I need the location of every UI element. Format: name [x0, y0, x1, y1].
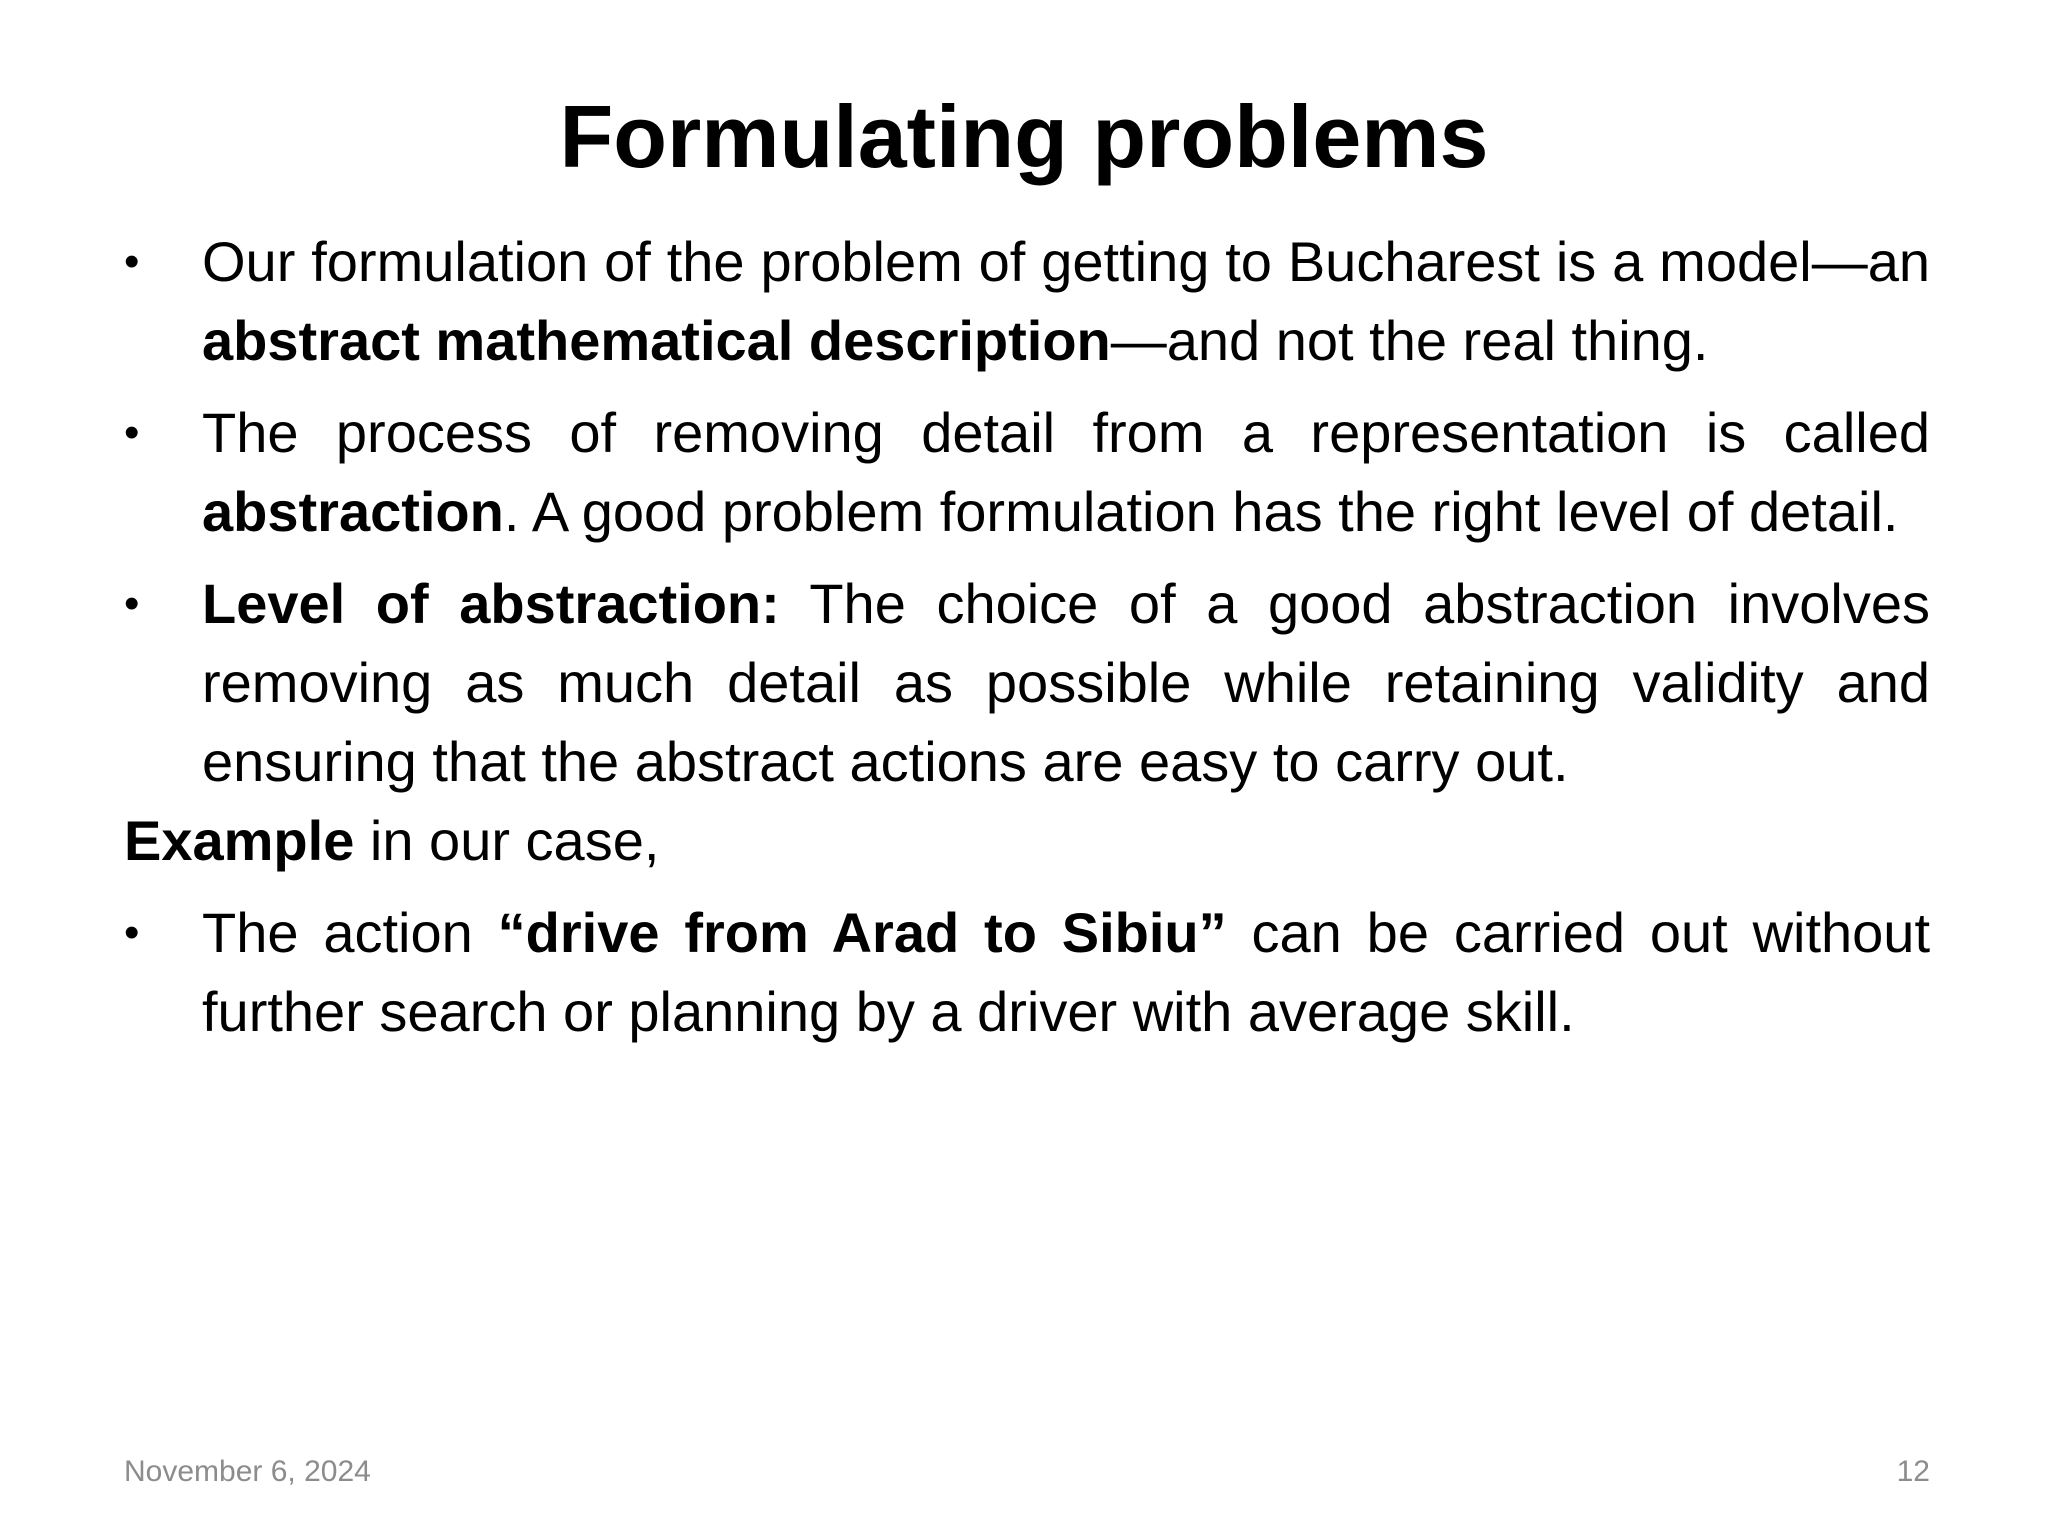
bullet-dot: •: [124, 408, 140, 457]
bullet-dot: •: [124, 579, 140, 628]
bullet-dot: •: [124, 908, 140, 957]
example-bullet-item-1: [124, 893, 1930, 1051]
bullet-text: can be carried out without further search or planning by a driver with average skill.: [202, 901, 1931, 1043]
bullet-text: Our formulation of the problem of getting to Bucharest is a model—an: [202, 230, 1930, 293]
bullet-text: The process of removing detail from a representation is called: [202, 401, 1930, 464]
bullet-list: [124, 222, 1930, 801]
bullet-text: The choice of a good abstraction involves removing as much detail as possible while retaining validity and ensuring that the abstract actions are easy to carry out.: [202, 572, 1930, 793]
bullet-text: —and not the real thing.: [1110, 309, 1709, 372]
bullet-item-2: [124, 393, 1930, 551]
bullet-item-3: [124, 564, 1930, 801]
example-line: [124, 801, 1930, 880]
bold-text: abstract mathematical description: [202, 309, 1111, 372]
bullet-dot: •: [124, 237, 140, 286]
example-label: Example: [124, 809, 355, 872]
bold-text: Level of abstraction:: [202, 572, 780, 635]
bold-text: “drive from Arad to Sibiu”: [497, 901, 1227, 964]
footer-date: November 6, 2024: [124, 1455, 371, 1488]
slide-number: 12: [1896, 1455, 1930, 1488]
bullet-item-1: [124, 222, 1930, 380]
bullet-text: . A good problem formulation has the right level of detail.: [503, 480, 1899, 543]
slide-title: Formulating problems: [559, 87, 1489, 186]
example-text: in our case,: [354, 809, 660, 872]
bullet-text: The action: [202, 901, 498, 964]
slide-body: [124, 222, 1930, 1051]
example-bullet-list: [124, 893, 1930, 1051]
bold-text: abstraction: [202, 480, 504, 543]
